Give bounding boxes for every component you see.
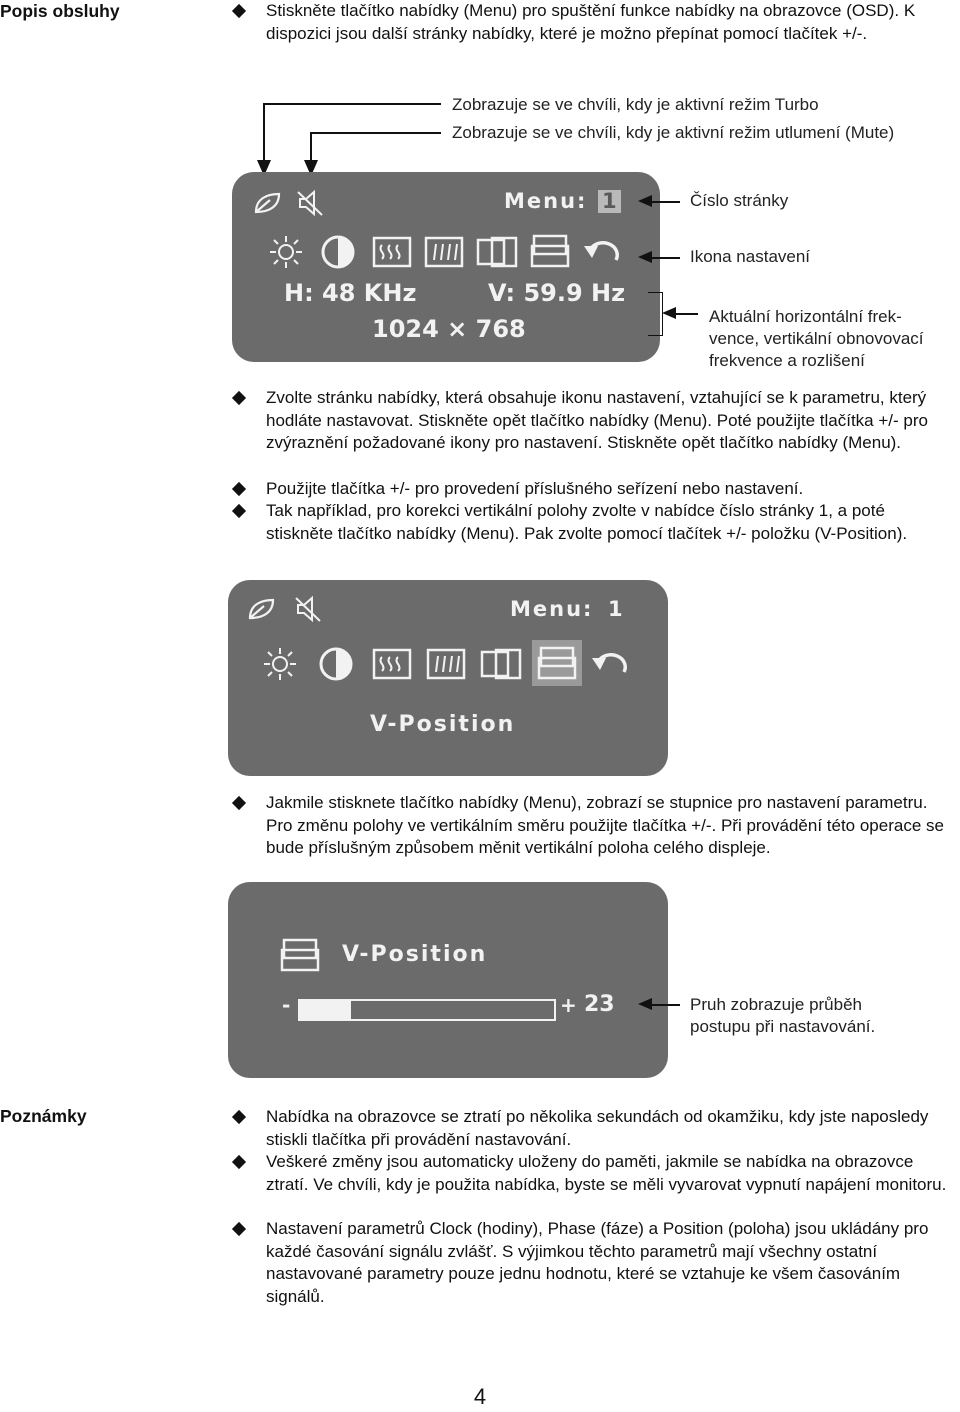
label-turbo: Zobrazuje se ve chvíli, kdy je aktivní režim Turbo xyxy=(452,95,819,114)
page-arrow-line xyxy=(650,201,680,203)
h-frequency: H: 48 KHz xyxy=(284,279,417,307)
label-bar-1: Pruh zobrazuje průběh xyxy=(690,995,863,1014)
osd-panel-main xyxy=(232,172,660,362)
section-title-controls: Popis obsluhy xyxy=(0,1,120,21)
phase-adjust-icon xyxy=(424,236,464,268)
bullet-diamond xyxy=(232,4,247,19)
mute-icon xyxy=(296,188,324,218)
slider-title: V-Position xyxy=(342,942,488,967)
freq-arrow-line xyxy=(674,313,698,315)
clock-adjust-icon xyxy=(372,648,412,680)
bullet-select-page: Zvolte stránku nabídky, která obsahuje ikonu nastavení, vztahující se k parametru, který hodláte nastavovat. Stiskněte opět tlačítko nabídky (Menu). Poté použijte tlačítka +/- pro zvýraznění požadované ikony pro nastavení. Stiskněte opět tlačítko nabídky (Menu). xyxy=(266,388,928,452)
section-title-notes: Poznámky xyxy=(0,1106,87,1126)
v-position-icon xyxy=(280,938,320,972)
clock-adjust-icon xyxy=(372,236,412,268)
note-2: Veškeré změny jsou automaticky uloženy do paměti, jakmile se nabídka na obrazovce ztratí. Ve chvíli, kdy je použita nabídka, byste se měli vyvarovat vypnutí napájení monitoru. xyxy=(266,1152,947,1194)
mute-leader-line xyxy=(310,132,441,134)
mute-leader-vertical xyxy=(310,132,312,161)
label-freq-line-1: Aktuální horizontální frek- xyxy=(709,307,902,326)
label-bar-2: postupu při nastavování. xyxy=(690,1017,876,1036)
page-number: 1 xyxy=(608,597,625,621)
label-freq-line-3: frekvence a rozlišení xyxy=(709,351,865,370)
progress-track xyxy=(298,999,556,1021)
bullet-diamond xyxy=(232,1110,247,1125)
slider-minus: - xyxy=(282,993,293,1017)
reset-icon xyxy=(582,236,622,268)
progress-fill xyxy=(300,1001,351,1019)
v-frequency: V: 59.9 Hz xyxy=(488,279,626,307)
resolution: 1024 × 768 xyxy=(372,315,526,343)
contrast-icon xyxy=(320,234,356,270)
intro-paragraph: Stiskněte tlačítko nabídky (Menu) pro spuštění funkce nabídky na obrazovce (OSD). K dispozici jsou další stránky nabídky, které je možno přepínat pomocí tlačítek +/-. xyxy=(266,1,916,43)
slider-plus: + xyxy=(560,993,579,1017)
slider-value: 23 xyxy=(584,992,615,1017)
h-position-icon xyxy=(480,648,522,680)
bullet-diamond xyxy=(232,482,247,497)
bullet-diamond xyxy=(232,796,247,811)
label-mute: Zobrazuje se ve chvíli, kdy je aktivní režim utlumení (Mute) xyxy=(452,123,895,142)
bullet-example: Tak například, pro korekci vertikální polohy zvolte v nabídce číslo stránky 1, a poté stiskněte tlačítko nabídky (Menu). Pak zvolte pomocí tlačítek +/- položku (V-Position). xyxy=(266,501,908,543)
page-number: 4 xyxy=(473,1384,487,1409)
bullet-diamond xyxy=(232,391,247,406)
bar-arrow-line xyxy=(650,1004,680,1006)
eco-leaf-icon xyxy=(252,190,282,216)
bullet-diamond xyxy=(232,1222,247,1237)
brightness-icon xyxy=(268,234,304,270)
label-freq-line-2: vence, vertikální obnovovací xyxy=(709,329,924,348)
bullet-scale: Jakmile stisknete tlačítko nabídky (Menu), zobrazí se stupnice pro nastavení parametru. Pro změnu polohy ve vertikálním směru použijte tlačítka +/-. Při provádění této operace se bude příslušným způsobem měnit vertikální poloha celého displeje. xyxy=(266,793,944,857)
page-number-box: 1 xyxy=(598,190,621,213)
menu-label: Menu: xyxy=(510,597,594,621)
label-page-number: Číslo stránky xyxy=(690,191,789,210)
label-settings-icon: Ikona nastavení xyxy=(690,247,811,266)
menu-label: Menu: xyxy=(504,189,588,213)
mute-icon xyxy=(294,594,322,624)
bullet-diamond xyxy=(232,1155,247,1170)
h-position-icon xyxy=(476,236,518,268)
note-1: Nabídka na obrazovce se ztratí po několika sekundách od okamžiku, kdy jste naposledy stiskli tlačítka při provádění nastavování. xyxy=(266,1107,929,1149)
brightness-icon xyxy=(262,646,298,682)
turbo-leader-vertical xyxy=(263,103,265,161)
osd-panel-vposition xyxy=(228,580,668,776)
freq-bracket xyxy=(648,292,663,336)
v-position-icon xyxy=(530,234,570,268)
contrast-icon xyxy=(318,646,354,682)
eco-leaf-icon xyxy=(246,596,276,622)
icon-arrow-line xyxy=(650,257,680,259)
bullet-diamond xyxy=(232,504,247,519)
reset-icon xyxy=(590,648,630,680)
v-position-icon-selected xyxy=(532,640,582,686)
turbo-leader-line xyxy=(263,103,441,105)
note-3: Nastavení parametrů Clock (hodiny), Phase (fáze) a Position (poloha) jsou ukládány pro každé časování signálu zvlášť. S výjimkou těchto parametrů mají všechny ostatní nastavované parametry pouze jednu hodnotu, které se vztahuje ke všem časováním signálů. xyxy=(266,1219,929,1306)
bullet-adjust: Použijte tlačítka +/- pro provedení příslušného seřízení nebo nastavení. xyxy=(266,479,804,498)
phase-adjust-icon xyxy=(426,648,466,680)
selected-item-label: V-Position xyxy=(370,712,516,737)
osd-panel-slider xyxy=(228,882,668,1078)
